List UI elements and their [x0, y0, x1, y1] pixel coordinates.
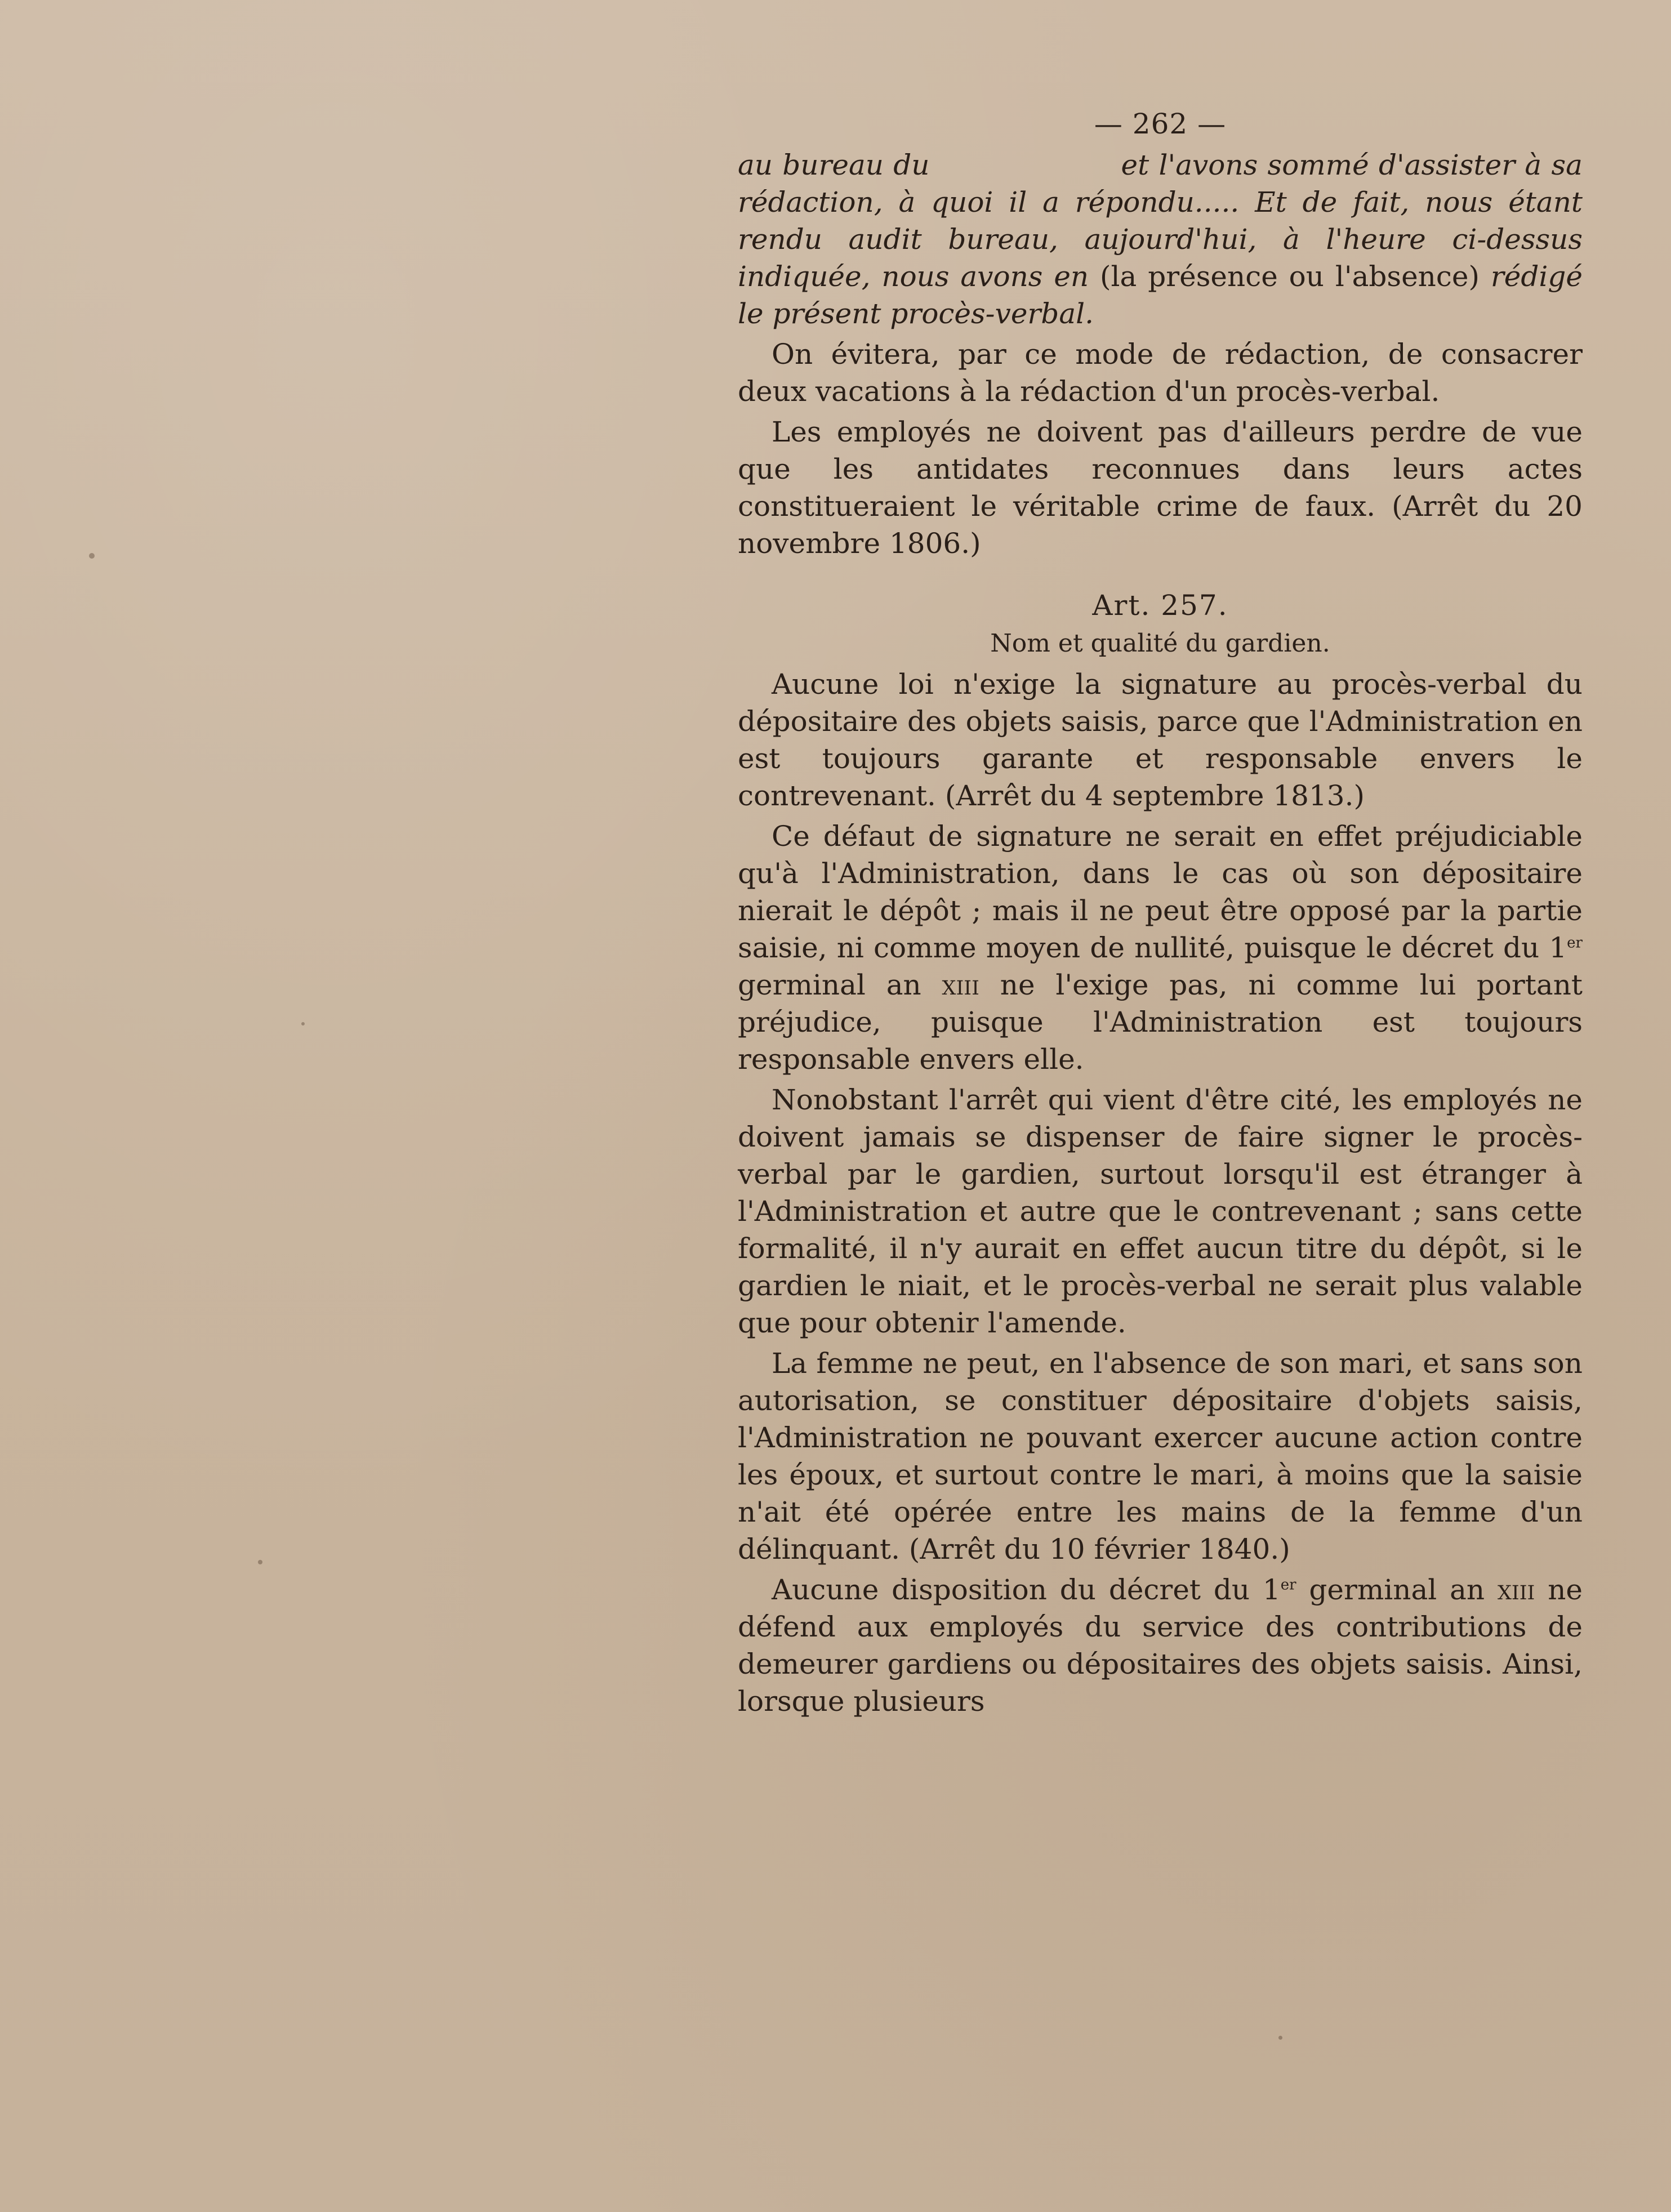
- page-number: — 262 —: [1094, 108, 1227, 140]
- paper-speck: [89, 553, 95, 559]
- paragraph: La femme ne peut, en l'absence de son mari, et sans son autorisation, se constituer dépositaire d'objets saisis, l'Administration ne pouvant exercer aucune action contre les époux, et surtout contre le mari, à moins que la saisie n'ait été opérée entre les mains de la femme d'un délinquant. (Arrêt du 10 février 1840.): [738, 1347, 1583, 1566]
- superscript: er: [1280, 1576, 1296, 1594]
- text-column: [738, 101, 1583, 1720]
- superscript: er: [1567, 934, 1583, 952]
- form-template-paragraph: [738, 146, 1583, 332]
- paper-speck: [301, 1022, 305, 1025]
- roman-numeral: xiii: [942, 969, 979, 1001]
- template-text-b: et l'avons sommé d'assister à sa rédaction, à quoi il a répondu..... Et de fait, nous étant rendu audit bureau, aujourd'hui, à l'heure ci-dessus indiquée, nous avons en: [738, 149, 1583, 293]
- paragraph-text: germinal an: [1296, 1573, 1498, 1606]
- template-text-d: rédigé le présent procès-verbal.: [738, 260, 1583, 330]
- template-text-c: (la présence ou l'absence): [1100, 260, 1480, 293]
- paragraph-text: ne l'exige pas, ni comme lui portant préjudice, puisque l'Administration est toujours responsable envers elle.: [738, 969, 1583, 1076]
- roman-numeral: xiii: [1497, 1573, 1535, 1606]
- article-heading: Art. 257.: [1092, 589, 1228, 622]
- paragraph-text: germinal an: [738, 969, 942, 1001]
- paragraph: [738, 818, 1583, 1078]
- paragraph: On évitera, par ce mode de rédaction, de consacrer deux vacations à la rédaction d'un procès-verbal.: [738, 338, 1583, 408]
- article-subtitle: Nom et qualité du gardien.: [990, 629, 1330, 658]
- paragraph: Nonobstant l'arrêt qui vient d'être cité, les employés ne doivent jamais se dispenser de faire signer le procès-verbal par le gardien, surtout lorsqu'il est étranger à l'Administration et autre que le contrevenant ; sans cette formalité, il n'y aurait en effet aucun titre du dépôt, si le gardien le niait, et le procès-verbal ne serait plus valable que pour obtenir l'amende.: [738, 1083, 1583, 1339]
- paragraph: Les employés ne doivent pas d'ailleurs perdre de vue que les antidates reconnues dans leurs actes constitueraient le véritable crime de faux. (Arrêt du 20 novembre 1806.): [738, 416, 1583, 560]
- paper-speck: [1278, 2036, 1282, 2040]
- paragraph-text: Aucune disposition du décret du 1: [772, 1573, 1281, 1606]
- paragraph-text: ne défend aux employés du service des contributions de demeurer gardiens ou dépositaires des objets saisis. Ainsi, lorsque plusieurs: [738, 1573, 1583, 1718]
- paragraph: [738, 1571, 1583, 1720]
- paper-speck: [258, 1560, 262, 1564]
- template-text-a: au bureau du: [738, 149, 930, 181]
- paragraph-text: Ce défaut de signature ne serait en effet préjudiciable qu'à l'Administration, dans le cas où son dépositaire nierait le dépôt ; mais il ne peut être opposé par la partie saisie, ni comme moyen de nullité, puisque le décret du 1: [738, 820, 1583, 964]
- paragraph: Aucune loi n'exige la signature au procès-verbal du dépositaire des objets saisis, parce que l'Administration en est toujours garante et responsable envers le contrevenant. (Arrêt du 4 septembre 1813.): [738, 668, 1583, 812]
